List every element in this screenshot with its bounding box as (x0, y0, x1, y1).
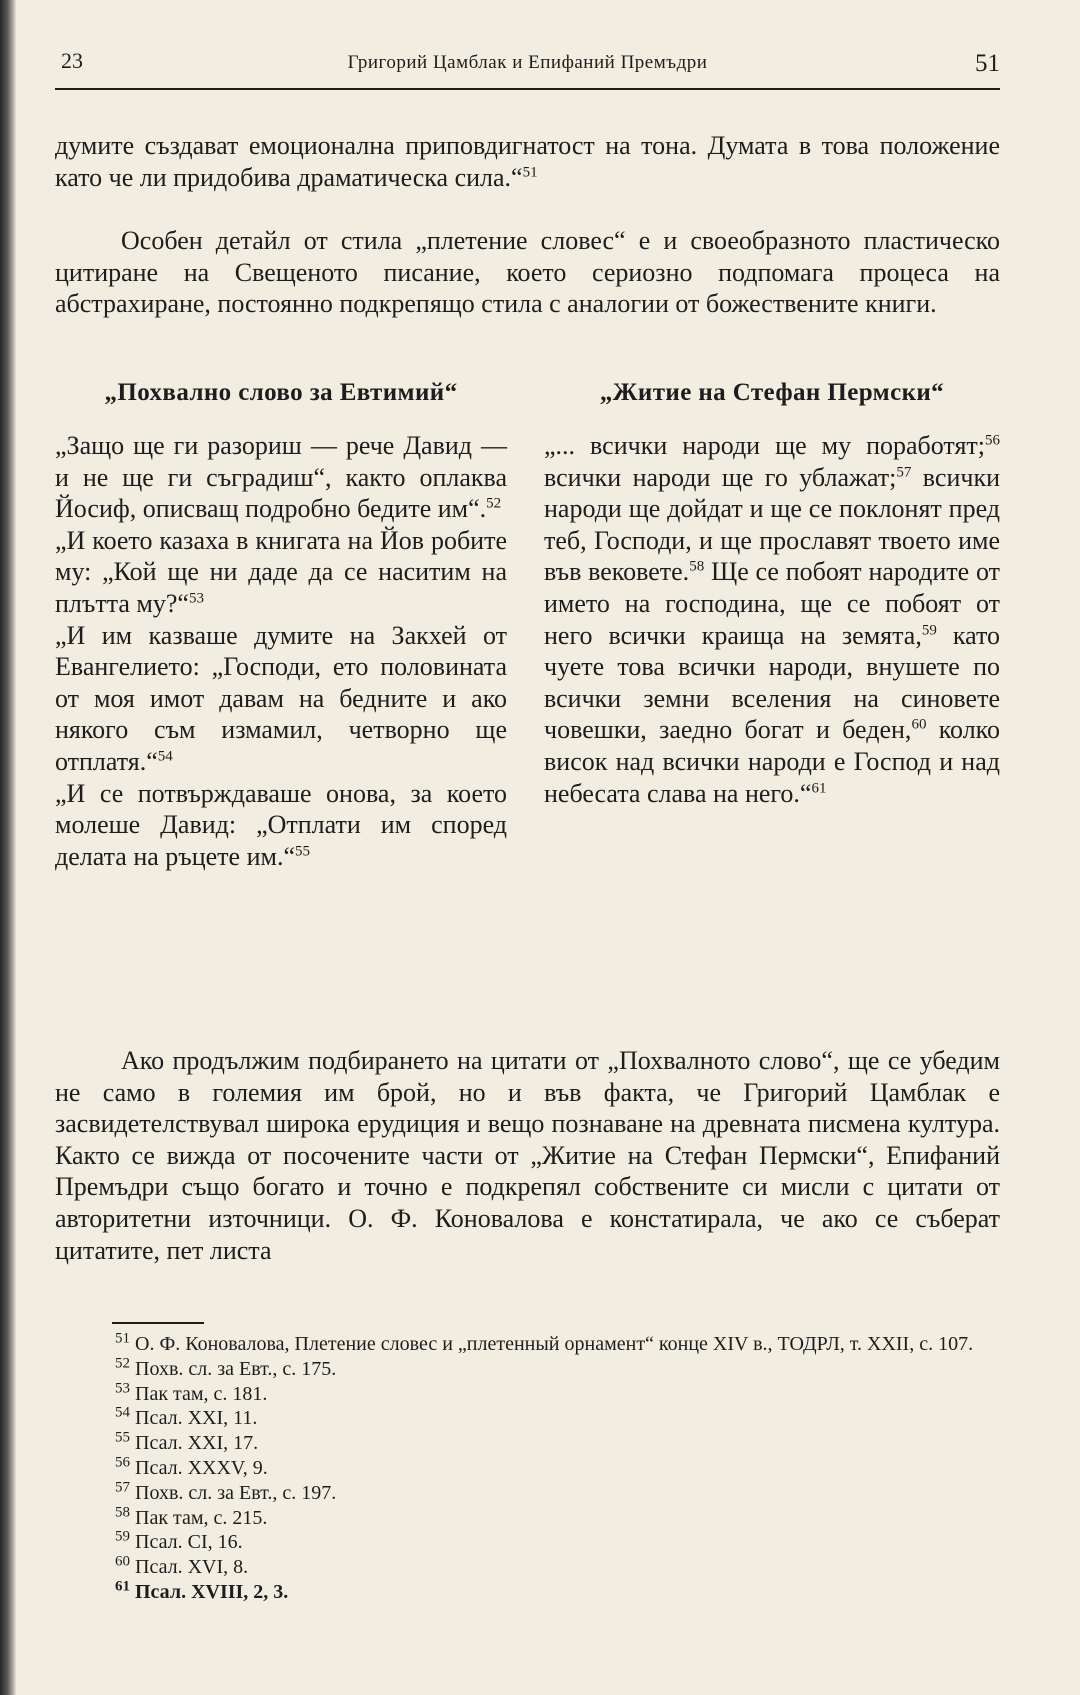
footnote-item: $^{57}$ Похв. сл. за Евт., с. 197. (115, 1479, 337, 1504)
footnote-ref: 57 (896, 463, 912, 480)
footnote-item: $^{52}$ Похв. сл. за Евт., с. 175. (115, 1355, 337, 1380)
footnote-item: $^{53}$ Пак там, с. 181. (115, 1379, 268, 1405)
book-binding-shadow (0, 0, 16, 1695)
left-column (55, 378, 507, 872)
page-number-left: 23 (61, 48, 83, 73)
footnote-item: $^{51}$ О. Ф. Коновалова, Плетение словес и „плетенный орнамент“ конце XIV в., ТОДРЛ, т. XXII, с. 107. (115, 1330, 974, 1355)
header-rule (55, 88, 1000, 90)
footnote-item: $^{60}$ Псал. XVI, 8. (115, 1553, 249, 1579)
footnote-ref: 56 (985, 432, 1000, 449)
footnote-ref: 59 (921, 621, 937, 638)
footnote-rule (112, 1322, 204, 1324)
footnote-ref: 53 (188, 590, 204, 607)
footnote-ref: 61 (811, 779, 827, 796)
page-header (55, 44, 1000, 84)
page-number-right: 51 (975, 50, 1000, 77)
footnote-ref: 51 (522, 163, 538, 180)
footnote-item: $^{58}$ Пак там, с. 215. (115, 1503, 268, 1529)
right-column-heading: „Житие на Стефан Пермски“ (599, 379, 945, 406)
footnote-item: $^{61}$ Псал. XVIII, 2, 3. (115, 1578, 289, 1603)
footnote-ref: 58 (689, 558, 705, 575)
footnote-ref: 55 (295, 843, 310, 860)
footnote-ref: 52 (486, 495, 502, 512)
quote-block: „... всички народи ще му поработят;$^{56}$ всички народи ще го ублажат;$^{57}$ всички народи ще дойдат и ще се поклонят пред теб, Господи, и ще прославят твоето име във вековете.$^{58}$ Ще се побоят народите от името на господина, ще се побоят от него всички краища на земята,$^{59}$ като чуете това всички народи, внушете по всички земни вселения на синовете човешки, заедно богат и беден,$^{60}$ колко висок над всички народи е Господ и над небесата слава на него.“$^{61}$ (544, 431, 1001, 808)
left-column-heading: „Похвално слово за Евтимий“ (104, 379, 458, 406)
intro-paragraph-1: думите създават емоционална приповдигнатост на тона. Думата в това положение като че ли придобива драматическа сила.“$^{51}$ (55, 131, 1000, 192)
footnotes (55, 1332, 1000, 1605)
footnote-item: $^{56}$ Псал. XXXV, 9. (115, 1454, 268, 1479)
quote-block: „И което казаха в книгата на Йов робите му: „Кой ще ни даде да се наситим на плътта му?“$^{53}$ (55, 525, 507, 618)
running-title: Григорий Цамблак и Епифаний Премъдри (347, 52, 708, 73)
footnote-item: $^{55}$ Псал. XXI, 17. (115, 1429, 259, 1455)
right-column (544, 378, 1000, 809)
quote-block: „Защо ще ги разориш — рече Давид — и не ще ги съградиш“, както оплаква Йосиф, описващ подробно бедите им“.$^{52}$ (55, 431, 507, 524)
footnote-item: $^{54}$ Псал. XXI, 11. (115, 1404, 258, 1430)
footnote-ref: 60 (911, 716, 927, 733)
quote-block: „И им казваше думите на Закхей от Евангелието: „Господи, ето половината от моя имот давам на бедните и ако някого съм измамил, четворно ще отплатя.“$^{54}$ (55, 620, 507, 776)
closing-paragraph: Ако продължим подбирането на цитати от „Похвалното слово“, ще се убедим не само в големия им брой, но и във факта, че Григорий Цамблак е засвидетелствувал широка ерудиция и вещо познаване на древната писмена култура. Както се вижда от посочените части от „Житие на Стефан Пермски“, Епифаний Премъдри също богато и точно е подкрепял собствените си мисли с цитати от авторитетни източници. О. Ф. Коновалова е констатирала, че ако се съберат цитатите, пет листа (55, 1046, 1000, 1265)
footnote-ref: 54 (157, 748, 173, 765)
footnote-item: $^{59}$ Псал. CI, 16. (115, 1528, 243, 1554)
quote-block: „И се потвърждаваше онова, за което молеше Давид: „Отплати им според делата на ръцете им.“$^{55}$ (55, 778, 507, 871)
intro-paragraph-2: Особен детайл от стила „плетение словес“ е и своеобразното пластическо цитиране на Свещеното писание, което сериозно подпомага процеса на абстрахиране, постоянно подкрепящо стила с аналогии от божествените книги. (55, 226, 1000, 319)
